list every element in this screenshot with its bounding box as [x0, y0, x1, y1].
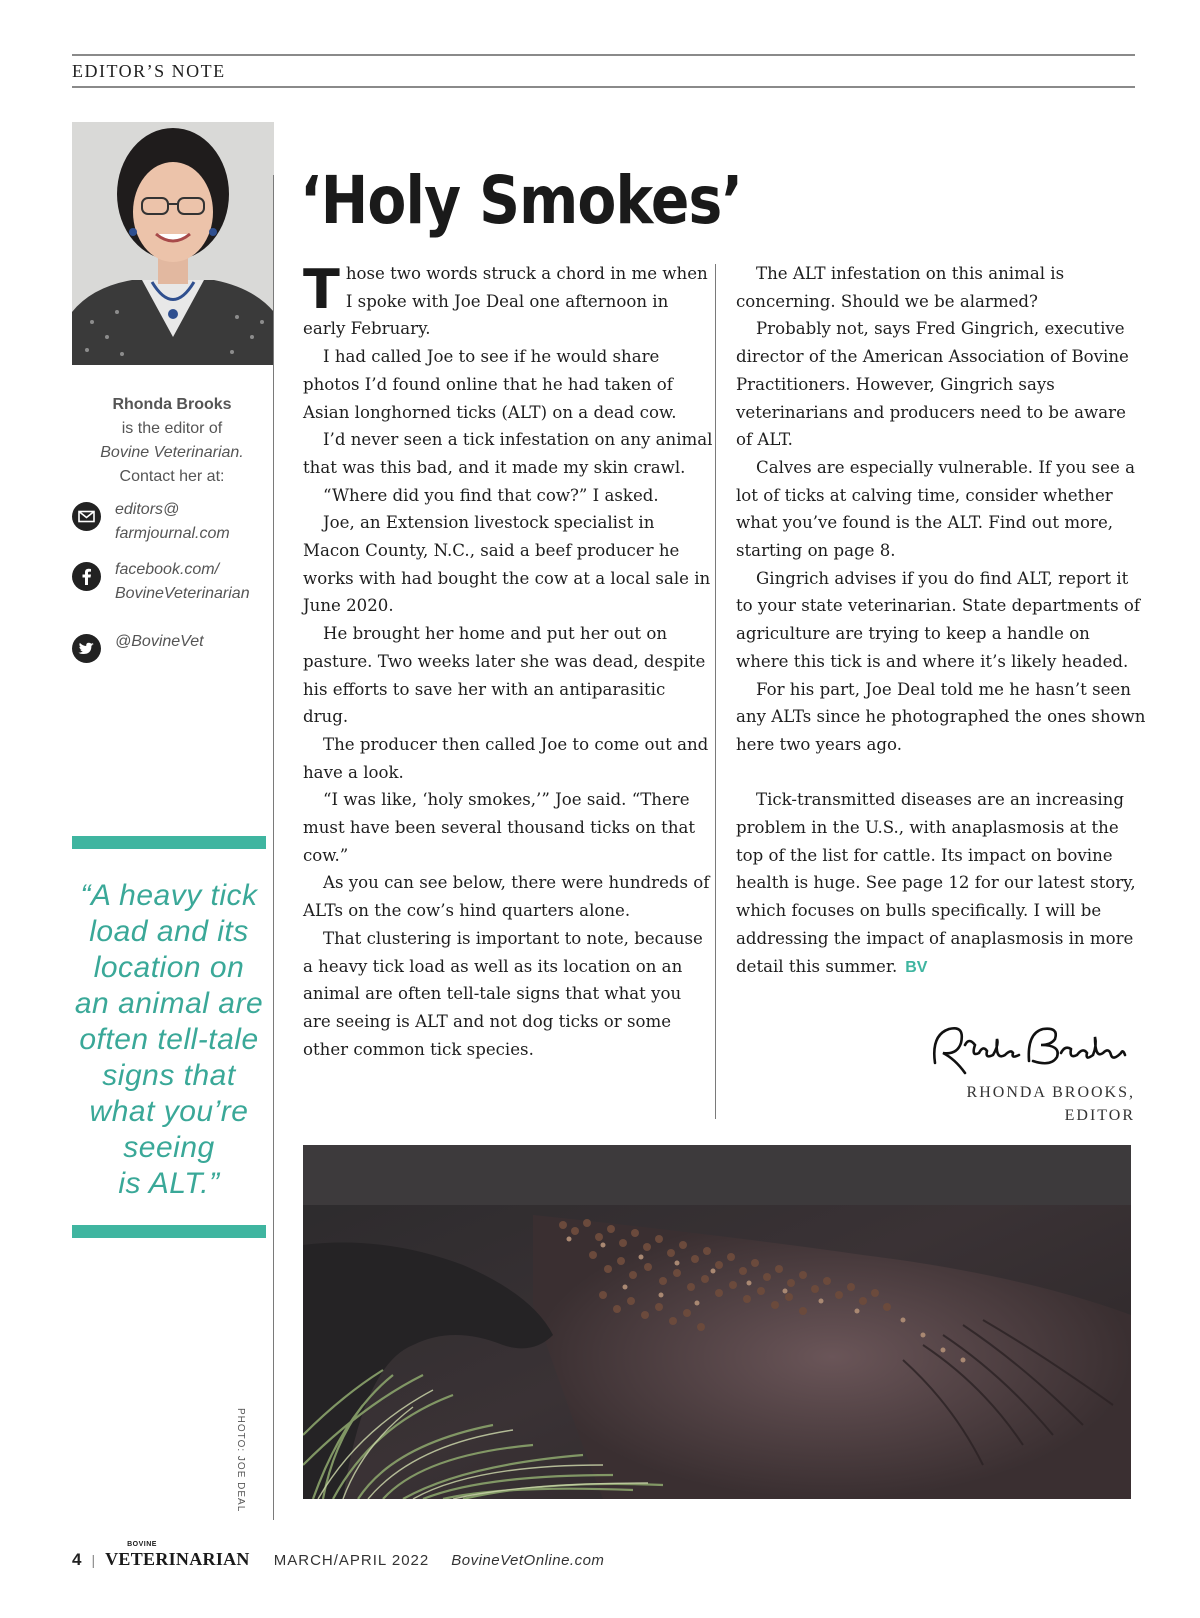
pull-quote-line: is ALT.”	[118, 1167, 220, 1200]
pull-quote-line: what you’re	[89, 1095, 249, 1128]
pull-quote-line: signs that	[102, 1059, 236, 1092]
page-number: 4	[72, 1550, 82, 1569]
signoff-line: RHONDA BROOKS,	[966, 1084, 1135, 1101]
paragraph: Joe, an Extension livestock specialist in Macon County, N.C., said a beef producer he works with had bought the cow at a local sale in June 2020.	[303, 513, 711, 616]
pull-quote-line: location on	[93, 951, 245, 984]
article-column-right	[736, 260, 1146, 981]
end-mark: BV	[905, 958, 928, 976]
author-name: Rhonda Brooks	[112, 396, 232, 413]
editor-signature	[925, 1015, 1140, 1085]
contact-email-line: farmjournal.com	[115, 525, 230, 542]
author-contact-label: Contact her at:	[119, 468, 225, 485]
signoff-line: EDITOR	[1064, 1107, 1135, 1124]
magazine-logo-main: VETERINARIAN	[105, 1549, 250, 1569]
paragraph: He brought her home and put her out on pasture. Two weeks later she was dead, despite his efforts to save her with an antiparasitic drug.	[303, 624, 706, 727]
pull-quote-line: an animal are	[74, 987, 264, 1020]
pull-quote-bar-top	[72, 836, 266, 849]
pull-quote-line: “A heavy tick	[80, 879, 258, 912]
twitter-icon	[72, 634, 101, 663]
column-divider	[715, 264, 716, 1119]
section-label: EDITOR’S NOTE	[72, 61, 226, 81]
header-rule-bottom	[72, 86, 1135, 88]
signoff	[900, 1081, 1135, 1127]
website-link[interactable]: BovineVetOnline.com	[451, 1552, 605, 1569]
article-column-left	[303, 260, 713, 1063]
paragraph: That clustering is important to note, because a heavy tick load as well as its location on an animal are often tell-tale signs that what you are seeing is ALT and not dog ticks or some other common tick species.	[303, 928, 703, 1059]
facebook-icon	[72, 562, 101, 591]
footer-separator: |	[91, 1552, 96, 1568]
paragraph: Calves are especially vulnerable. If you see a lot of ticks at calving time, consider whether what you’ve found is the ALT. Find out more, starting on page 8.	[736, 457, 1135, 561]
drop-cap: T	[303, 258, 340, 321]
envelope-icon	[72, 502, 101, 531]
paragraph: The producer then called Joe to come out and have a look.	[303, 734, 709, 782]
paragraph: As you can see below, there were hundreds of ALTs on the cow’s hind quarters alone.	[303, 873, 710, 921]
paragraph: The ALT infestation on this animal is concerning. Should we be alarmed?	[736, 264, 1065, 311]
tick-infestation-photo	[303, 1145, 1131, 1499]
author-portrait	[72, 122, 274, 365]
paragraph: For his part, Joe Deal told me he hasn’t seen any ALTs since he photographed the ones shown here two years ago.	[736, 679, 1146, 754]
contact-twitter[interactable]	[72, 630, 272, 663]
paragraph: Probably not, says Fred Gingrich, executive director of the American Association of Bovine Practitioners. However, Gingrich says veterinarians and producers need to be aware of ALT.	[736, 319, 1129, 450]
paragraph: hose two words struck a chord in me when I spoke with Joe Deal one afternoon in early February.	[303, 264, 708, 339]
contact-facebook-line: BovineVeterinarian	[115, 585, 250, 602]
photo-credit: PHOTO: JOE DEAL	[235, 1408, 246, 1513]
paragraph: “Where did you find that cow?” I asked.	[323, 485, 659, 505]
sidebar-divider	[273, 175, 274, 1520]
contact-email[interactable]	[72, 498, 272, 546]
magazine-logo	[105, 1541, 250, 1570]
page-footer	[72, 1541, 605, 1570]
contact-twitter-line: @BovineVet	[115, 633, 204, 650]
paragraph: I’d never seen a tick infestation on any animal that was this bad, and it made my skin crawl.	[303, 430, 713, 477]
magazine-logo-small: BOVINE	[127, 1541, 157, 1548]
pull-quote-bar-bottom	[72, 1225, 266, 1238]
headline: ‘Holy Smokes’	[300, 162, 743, 239]
closing-paragraph	[736, 786, 1146, 981]
contact-email-line: editors@	[115, 501, 180, 518]
contact-facebook[interactable]	[72, 558, 272, 606]
closing-paragraph-text: Tick-transmitted diseases are an increasing problem in the U.S., with anaplasmosis at the top of the list for cattle. Its impact on bovine health is huge. See page 12 for our latest story, which focuses on bulls specifically. I will be addressing the impact of anaplasmosis in more detail this summer.	[736, 790, 1136, 976]
pull-quote-line: seeing	[123, 1131, 215, 1164]
header-rule-top	[72, 54, 1135, 56]
pull-quote-line: load and its	[89, 915, 249, 948]
paragraph: Gingrich advises if you do find ALT, report it to your state veterinarian. State departments of agriculture are trying to keep a handle on where this tick is and where it’s likely headed.	[736, 568, 1140, 671]
issue-date: MARCH/APRIL 2022	[273, 1552, 430, 1569]
paragraph: “I was like, ‘holy smokes,’” Joe said. “There must have been several thousand ticks on that cow.”	[303, 790, 696, 865]
pull-quote	[72, 878, 266, 1202]
author-publication: Bovine Veterinarian.	[100, 444, 244, 461]
contact-facebook-line: facebook.com/	[115, 561, 220, 578]
paragraph: I had called Joe to see if he would share photos I’d found online that he had taken of Asian longhorned ticks (ALT) on a dead cow.	[303, 347, 677, 422]
author-role-line: is the editor of	[121, 420, 223, 437]
pull-quote-line: often tell-tale	[79, 1023, 259, 1056]
